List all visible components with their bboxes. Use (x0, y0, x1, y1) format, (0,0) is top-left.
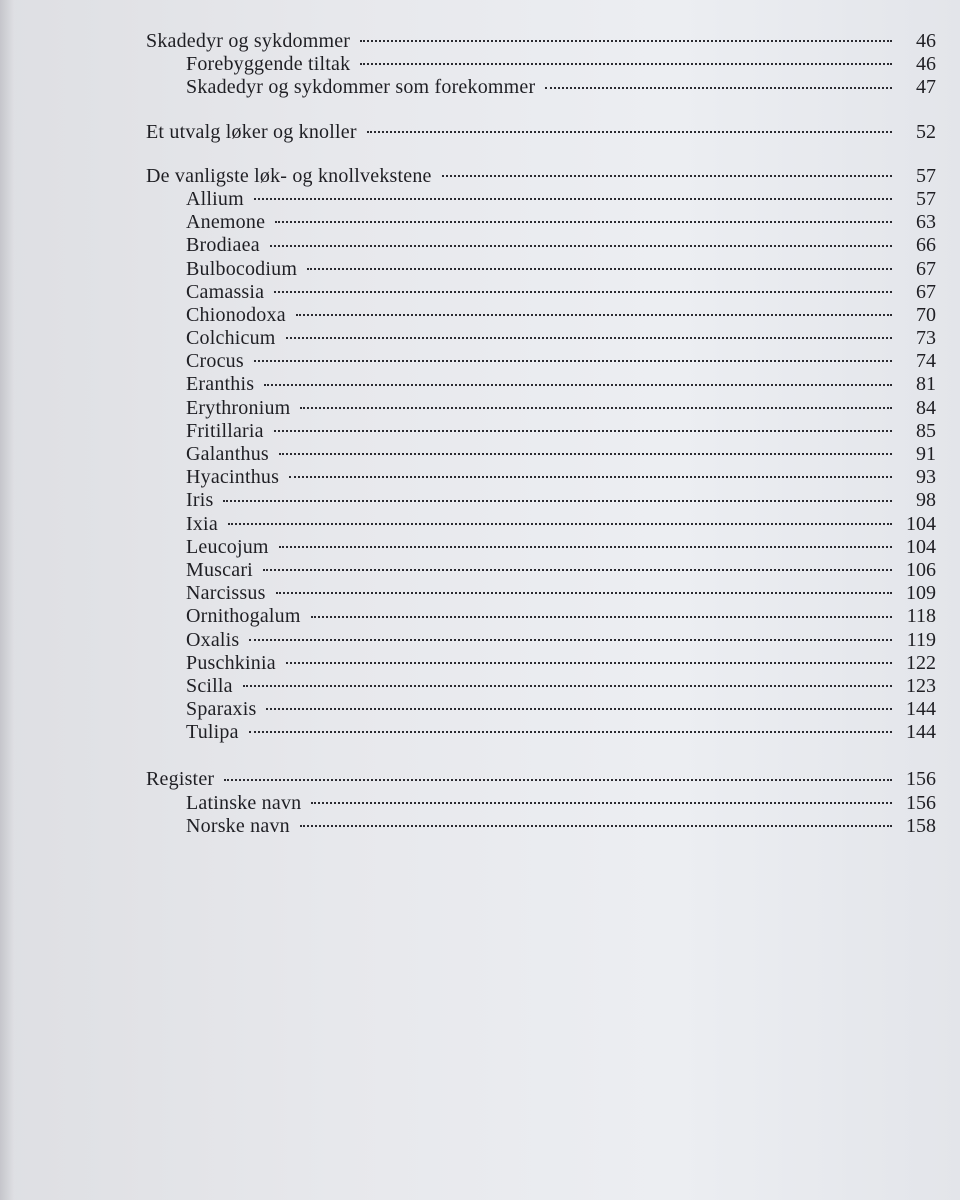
toc-entry-label: Brodiaea (186, 234, 260, 257)
toc-page-number: 144 (906, 698, 936, 721)
toc-subentry[interactable] (146, 815, 936, 838)
toc-entry-label: Bulbocodium (186, 257, 298, 280)
toc-page-number: 46 (916, 53, 936, 76)
dot-leader (249, 639, 892, 641)
toc-entry-label: De vanligste løk- og knollvekstene (146, 164, 432, 187)
toc-subentry[interactable] (146, 397, 936, 420)
toc-page-number: 67 (916, 280, 936, 303)
page-gutter-shadow (0, 0, 14, 1200)
dot-leader (360, 63, 892, 65)
toc-page-number: 85 (916, 419, 936, 442)
toc-subentry[interactable] (146, 629, 936, 652)
toc-subentry[interactable] (146, 281, 936, 304)
dot-leader (279, 453, 892, 455)
toc-entry-label: Tulipa (186, 721, 239, 744)
toc-entry-label: Eranthis (186, 373, 255, 396)
toc-entry-label: Fritillaria (186, 419, 264, 442)
dot-leader (360, 40, 892, 42)
toc-page-number: 98 (916, 489, 936, 512)
dot-leader (270, 245, 892, 247)
dot-leader (249, 731, 892, 733)
dot-leader (300, 407, 892, 409)
toc-page-number: 156 (906, 768, 936, 791)
toc-entry-utvalg[interactable] (146, 121, 936, 144)
toc-subentry[interactable] (146, 188, 936, 211)
dot-leader (266, 708, 892, 710)
toc-subentry[interactable] (146, 698, 936, 721)
toc-page-number: 47 (916, 76, 936, 99)
toc-entry-label: Chionodoxa (186, 303, 286, 326)
dot-leader (223, 500, 892, 502)
toc-subentry[interactable] (146, 76, 936, 99)
toc-page-number: 74 (916, 350, 936, 373)
toc-subentry[interactable] (146, 443, 936, 466)
table-of-contents (146, 30, 936, 838)
toc-subentry[interactable] (146, 489, 936, 512)
dot-leader (254, 198, 892, 200)
dot-leader (289, 476, 892, 478)
toc-entry-label: Narcissus (186, 582, 266, 605)
toc-entry-label: Skadedyr og sykdommer som forekommer (186, 76, 536, 99)
toc-page-number: 81 (916, 373, 936, 396)
toc-entry-label: Leucojum (186, 535, 269, 558)
toc-entry-label: Galanthus (186, 443, 269, 465)
dot-leader (300, 825, 892, 827)
toc-subentry[interactable] (146, 675, 936, 698)
dot-leader (311, 802, 892, 804)
dot-leader (274, 430, 892, 432)
toc-entry-label: Latinske navn (186, 791, 302, 814)
toc-entry-label: Colchicum (186, 327, 276, 350)
toc-page-number: 119 (906, 628, 936, 651)
toc-page-number: 93 (916, 466, 936, 489)
toc-page-number: 122 (906, 651, 936, 674)
toc-entry-label: Norske navn (186, 814, 290, 837)
toc-subentry[interactable] (146, 53, 936, 76)
toc-entry-label: Puschkinia (186, 651, 276, 674)
toc-page-number: 144 (906, 721, 936, 744)
toc-page-number: 109 (906, 582, 936, 605)
toc-entry-label: Iris (186, 489, 214, 512)
toc-entry-label: Ixia (186, 512, 218, 535)
toc-entry-label: Oxalis (186, 628, 240, 651)
dot-leader (545, 87, 892, 89)
toc-entry-label: Camassia (186, 280, 265, 303)
dot-leader (274, 291, 892, 293)
toc-page-number: 70 (916, 303, 936, 326)
dot-leader (286, 337, 892, 339)
toc-subentry[interactable] (146, 373, 936, 396)
toc-page-number: 73 (916, 327, 936, 350)
toc-page-number: 118 (906, 605, 936, 628)
toc-page-number: 104 (906, 535, 936, 558)
toc-page-number: 67 (916, 257, 936, 280)
toc-subentry[interactable] (146, 605, 936, 628)
toc-entry-register[interactable] (146, 768, 936, 791)
toc-page-number: 52 (916, 120, 936, 143)
toc-subentry[interactable] (146, 304, 936, 327)
toc-page-number: 104 (906, 512, 936, 535)
toc-page-number: 106 (906, 558, 936, 581)
dot-leader (243, 685, 892, 687)
dot-leader (367, 131, 892, 133)
toc-page-number: 57 (916, 164, 936, 187)
toc-subentry[interactable] (146, 327, 936, 350)
toc-subentry[interactable] (146, 466, 936, 489)
dot-leader (254, 360, 892, 362)
dot-leader (286, 662, 892, 664)
dot-leader (311, 616, 892, 618)
toc-subentry[interactable] (146, 652, 936, 675)
toc-entry-label: Et utvalg løker og knoller (146, 120, 357, 143)
toc-entry-label: Ornithogalum (186, 605, 301, 628)
toc-entry-label: Sparaxis (186, 698, 257, 721)
dot-leader (275, 221, 892, 223)
dot-leader (263, 569, 892, 571)
toc-page-number: 91 (916, 443, 936, 465)
toc-subentry[interactable] (146, 792, 936, 815)
toc-subentry[interactable] (146, 582, 936, 605)
toc-subentry[interactable] (146, 211, 936, 234)
toc-entry-label: Crocus (186, 350, 244, 373)
toc-entry-label: Scilla (186, 674, 233, 697)
toc-page-number: 66 (916, 234, 936, 257)
toc-entry-label: Muscari (186, 558, 253, 581)
dot-leader (442, 175, 892, 177)
toc-subentry[interactable] (146, 559, 936, 582)
toc-page-number: 158 (906, 814, 936, 837)
toc-subentry[interactable] (146, 536, 936, 559)
dot-leader (296, 314, 892, 316)
dot-leader (228, 523, 892, 525)
toc-page-number: 84 (916, 396, 936, 419)
toc-entry-label: Hyacinthus (186, 466, 280, 489)
toc-page-number: 46 (916, 30, 936, 52)
toc-page-number: 123 (906, 674, 936, 697)
toc-page-number: 57 (916, 187, 936, 210)
dot-leader (279, 546, 892, 548)
toc-entry-label: Forebyggende tiltak (186, 53, 351, 76)
toc-subentry[interactable] (146, 234, 936, 257)
toc-entry-vanligste[interactable] (146, 165, 936, 188)
dot-leader (264, 384, 892, 386)
toc-entry-label: Skadedyr og sykdommer (146, 30, 351, 52)
toc-entry-skadedyr[interactable] (146, 30, 936, 53)
toc-page-number: 156 (906, 791, 936, 814)
toc-entry-label: Anemone (186, 211, 266, 234)
toc-subentry[interactable] (146, 721, 936, 744)
toc-subentry[interactable] (146, 258, 936, 281)
toc-subentry[interactable] (146, 420, 936, 443)
dot-leader (276, 592, 892, 594)
toc-page-number: 63 (916, 211, 936, 234)
dot-leader (224, 779, 892, 781)
toc-entry-label: Erythronium (186, 396, 291, 419)
toc-entry-label: Register (146, 768, 215, 791)
toc-subentry[interactable] (146, 350, 936, 373)
dot-leader (307, 268, 892, 270)
toc-sublist-vanligste (146, 188, 936, 745)
toc-subentry[interactable] (146, 513, 936, 536)
toc-entry-label: Allium (186, 187, 244, 210)
